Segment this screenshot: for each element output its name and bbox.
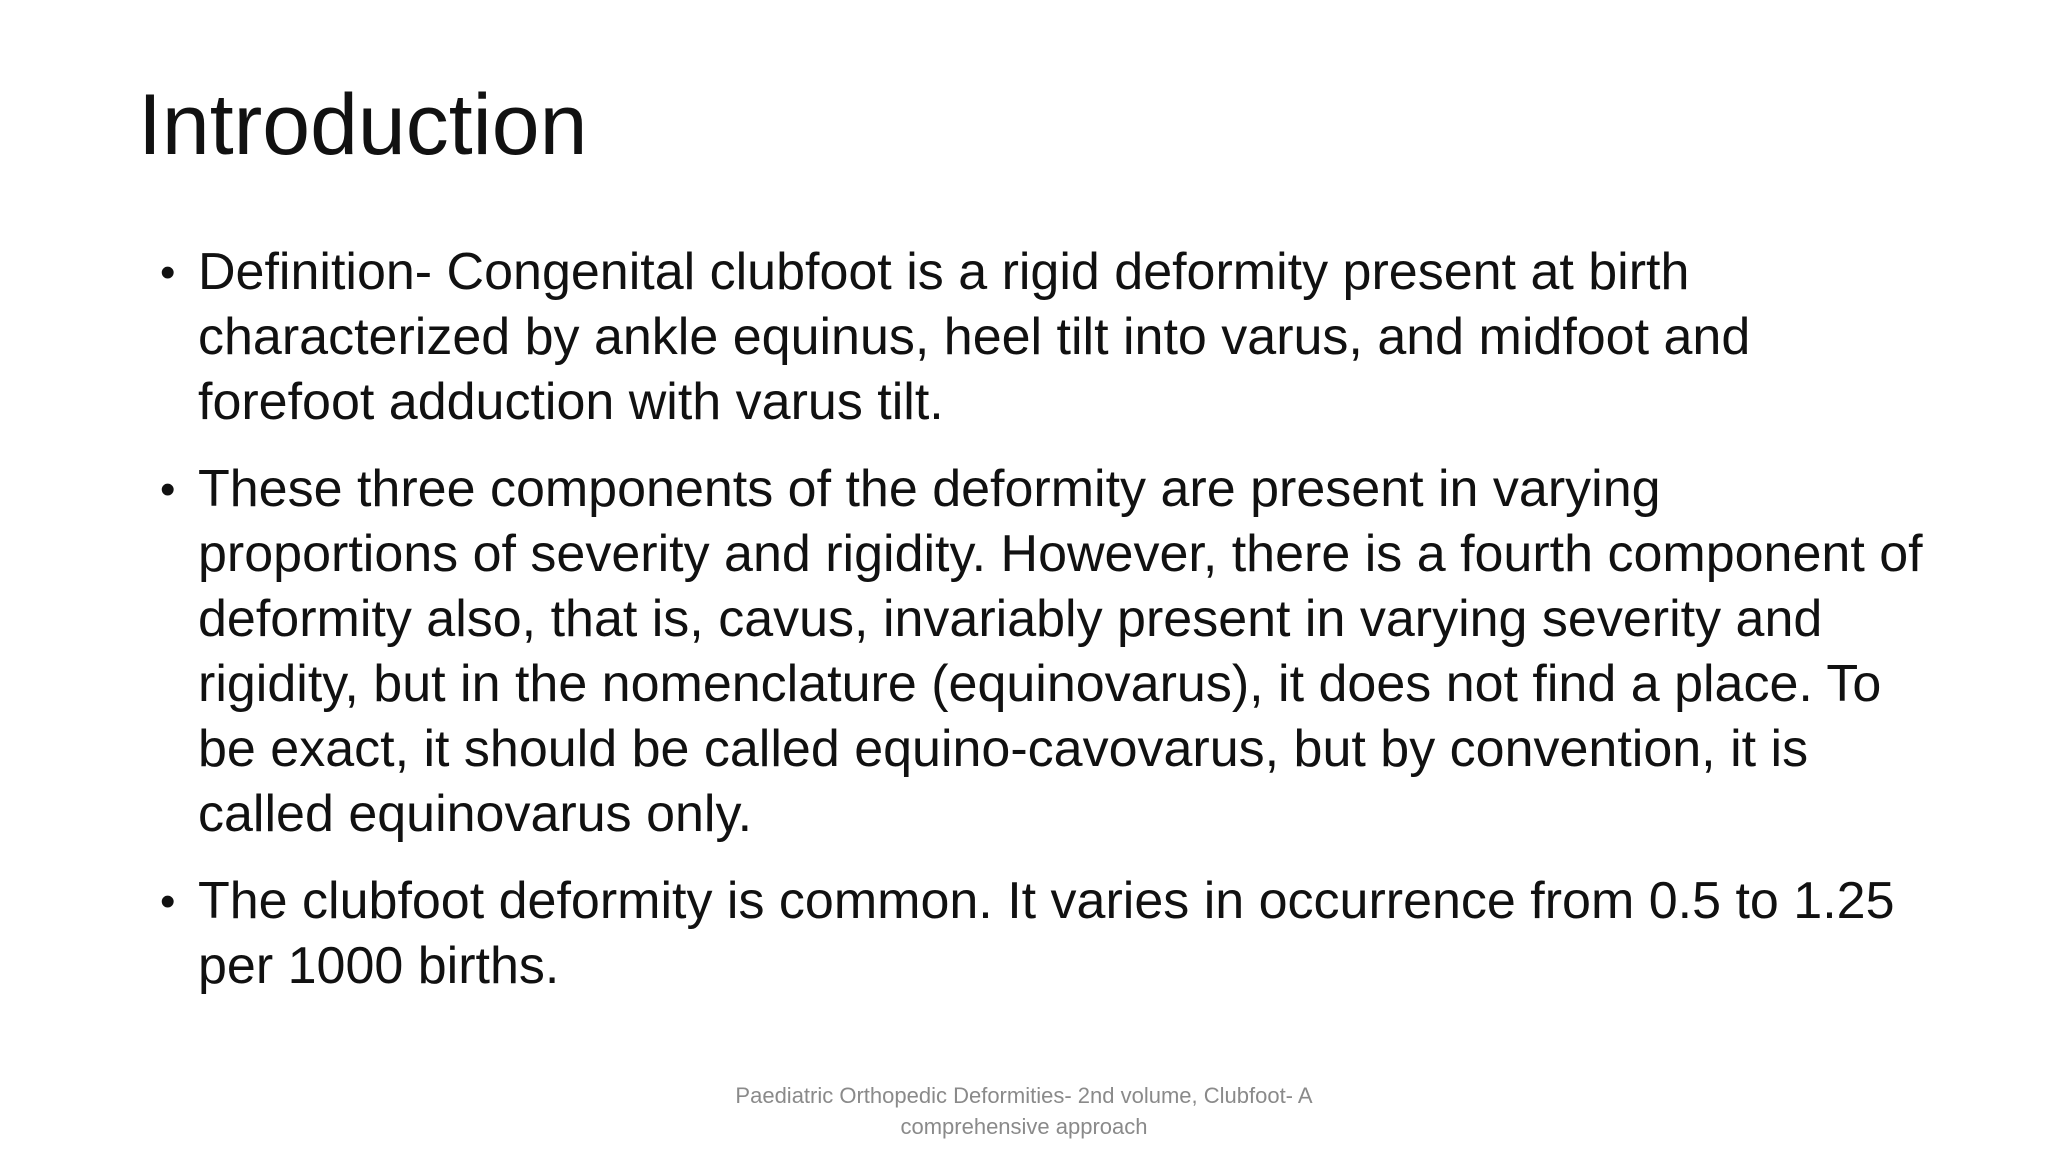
bullet-item-components (160, 457, 1930, 847)
slide-footer (0, 1080, 2048, 1142)
bullet-text: The clubfoot deformity is common. It varies in occurrence from 0.5 to 1.25 per 1000 births. (198, 872, 1895, 995)
bullet-text: Definition- Congenital clubfoot is a rigid deformity present at birth characterized by ankle equinus, heel tilt into varus, and midfoot and forefoot adduction with varus tilt. (198, 243, 1751, 431)
footer-line-2: comprehensive approach (900, 1114, 1148, 1139)
slide-title: Introduction (138, 77, 588, 173)
bullet-item-occurrence (160, 869, 1930, 999)
bullet-marker: • (160, 248, 176, 297)
bullet-list (160, 240, 1930, 1021)
bullet-text: These three components of the deformity are present in varying proportions of severity and rigidity. However, there is a fourth component of deformity also, that is, cavus, invariably present in varying severity and rigidity, but in the nomenclature (equinovarus), it does not find a place. To be exact, it should be called equino-cavovarus, but by convention, it is called equinovarus only. (198, 460, 1923, 843)
bullet-marker: • (160, 877, 176, 926)
footer-line-1: Paediatric Orthopedic Deformities- 2nd volume, Clubfoot- A (735, 1083, 1313, 1108)
bullet-marker: • (160, 465, 176, 514)
bullet-item-definition (160, 240, 1930, 435)
